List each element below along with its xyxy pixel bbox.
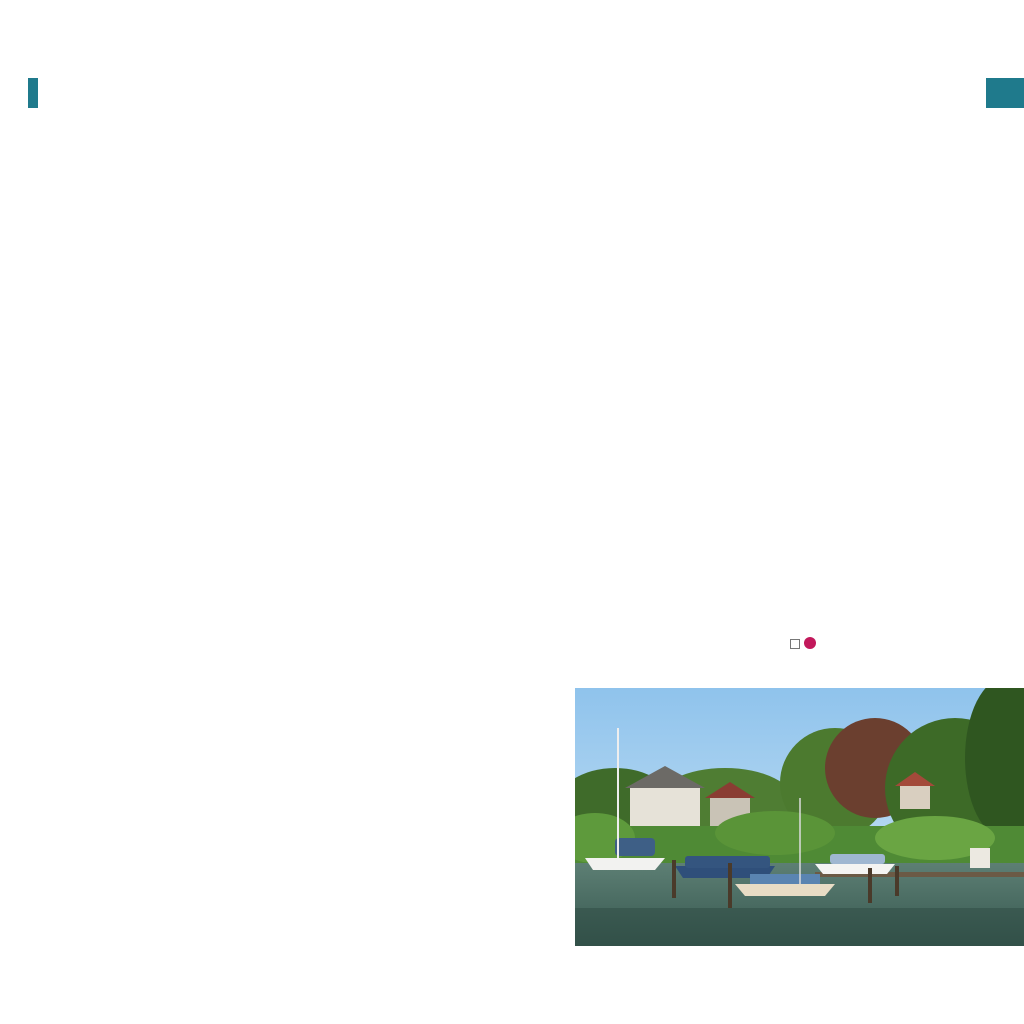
photo-caption — [790, 637, 816, 654]
left-page-number-tab — [28, 78, 38, 108]
caption-badge — [804, 637, 816, 649]
camera-info-icon — [790, 639, 800, 649]
right-page-number-tab — [986, 78, 1024, 108]
harbor-photo — [575, 688, 1024, 946]
harbor-photo-illustration — [575, 688, 1024, 946]
